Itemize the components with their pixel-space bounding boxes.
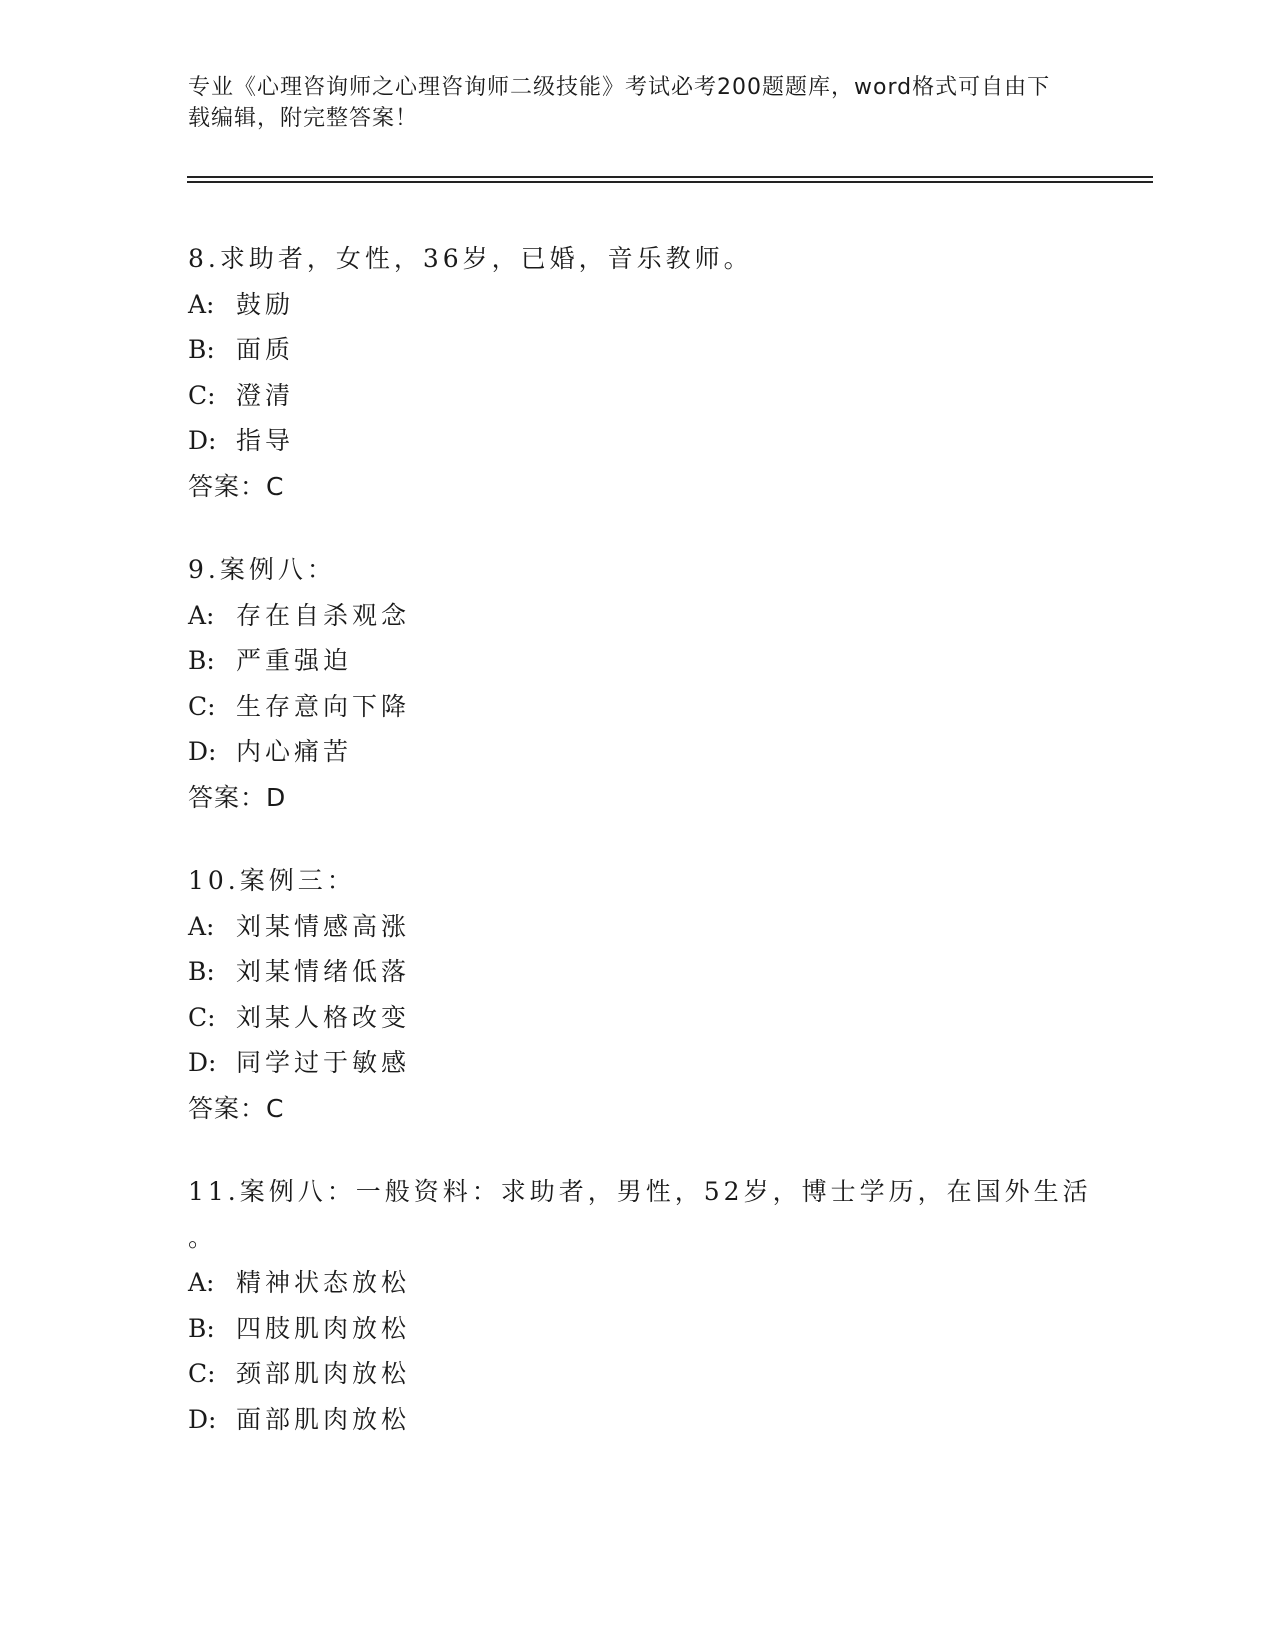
- option-key: A:: [188, 289, 215, 319]
- option-key: C:: [188, 380, 216, 410]
- option-c: [188, 684, 1108, 730]
- option-a: [188, 1260, 1108, 1306]
- option-key: B:: [188, 646, 215, 675]
- option-text: 同学过于敏感: [236, 1048, 411, 1077]
- question-list: [188, 236, 1108, 1480]
- question-8: [188, 236, 1108, 509]
- question-9: [188, 547, 1108, 820]
- option-a: [188, 904, 1108, 950]
- option-text: 面部肌肉放松: [236, 1404, 411, 1434]
- option-d: [188, 1040, 1108, 1086]
- option-a: [188, 593, 1108, 639]
- answer-line: 答案：D: [188, 782, 287, 812]
- option-c: [188, 995, 1108, 1041]
- option-key: B:: [188, 1313, 215, 1343]
- option-key: D:: [188, 426, 217, 455]
- option-text: 指导: [236, 426, 295, 455]
- question-stem: 9.案例八：: [188, 555, 336, 584]
- option-text: 生存意向下降: [236, 691, 411, 721]
- option-text: 四肢肌肉放松: [236, 1313, 411, 1343]
- option-key: D:: [188, 1048, 217, 1077]
- option-b: [188, 949, 1108, 995]
- option-key: C:: [188, 1359, 216, 1388]
- option-b: [188, 1306, 1108, 1352]
- option-key: A:: [188, 1268, 215, 1297]
- option-key: D:: [188, 737, 217, 766]
- header-rule-top: [187, 176, 1153, 178]
- option-text: 严重强迫: [236, 646, 353, 675]
- option-key: A:: [188, 600, 215, 630]
- header-rule-bottom: [187, 181, 1153, 183]
- answer-line: 答案：C: [188, 471, 285, 501]
- question-stem: 8.求助者，女性，36岁，已婚，音乐教师。: [188, 244, 753, 273]
- answer-line: 答案：C: [188, 1093, 285, 1123]
- option-key: C:: [188, 691, 216, 721]
- question-10: [188, 858, 1108, 1131]
- option-key: B:: [188, 957, 215, 986]
- option-text: 面质: [236, 335, 295, 364]
- option-text: 刘某人格改变: [236, 1002, 411, 1032]
- option-d: [188, 418, 1108, 464]
- option-key: C:: [188, 1002, 216, 1032]
- option-text: 澄清: [236, 380, 295, 410]
- question-stem-continuation: 。: [188, 1222, 218, 1252]
- document-header: 专业《心理咨询师之心理咨询师二级技能》考试必考200题题库，word格式可自由下载编辑，附完整答案！: [188, 75, 1051, 131]
- option-c: [188, 1351, 1108, 1397]
- option-b: [188, 638, 1108, 684]
- option-text: 存在自杀观念: [236, 600, 411, 630]
- option-text: 精神状态放松: [236, 1268, 411, 1297]
- option-d: [188, 729, 1108, 775]
- option-text: 刘某情感高涨: [236, 911, 411, 941]
- option-key: B:: [188, 335, 215, 364]
- option-a: [188, 282, 1108, 328]
- option-b: [188, 327, 1108, 373]
- option-key: A:: [188, 911, 215, 941]
- option-key: D:: [188, 1404, 217, 1434]
- option-text: 颈部肌肉放松: [236, 1359, 411, 1388]
- question-11: [188, 1169, 1108, 1442]
- option-d: [188, 1397, 1108, 1443]
- question-stem: 11.案例八：一般资料：求助者，男性，52岁，博士学历，在国外生活: [188, 1177, 1092, 1206]
- option-c: [188, 373, 1108, 419]
- option-text: 刘某情绪低落: [236, 957, 411, 986]
- option-text: 内心痛苦: [236, 737, 353, 766]
- question-stem: 10.案例三：: [188, 866, 356, 895]
- option-text: 鼓励: [236, 289, 295, 319]
